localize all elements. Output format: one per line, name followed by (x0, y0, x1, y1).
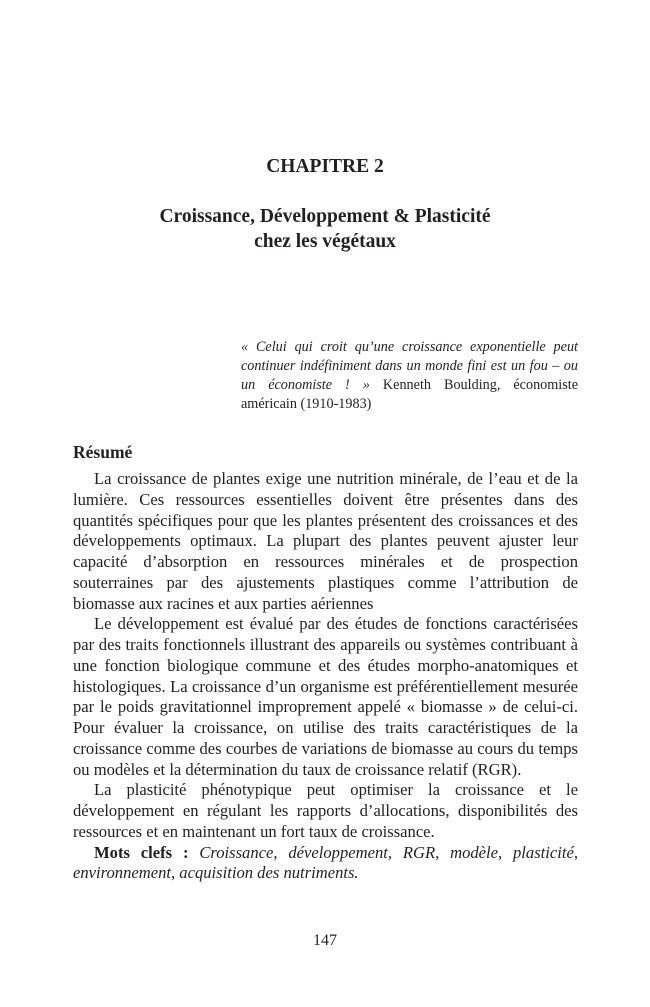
chapter-title (0, 204, 650, 254)
abstract-body (73, 469, 578, 884)
keywords-label: Mots clefs : (94, 842, 189, 862)
epigraph-attribution: Kenneth Boulding, économiste américain (1910-1983) (241, 377, 578, 412)
keywords-list: Croissance, développement, RGR, modèle, plasticité, environnement, acquisition des nutriments. (73, 842, 578, 883)
epigraph-text: « Celui qui croit qu’une croissance exponentielle peut continuer indéfiniment dans un monde fini est un fou – ou un économiste ! » (241, 339, 578, 393)
epigraph (241, 338, 578, 414)
paragraph: La croissance de plantes exige une nutrition minérale, de l’eau et de la lumière. Ces ressources essentielles doivent être présentes dans des quantités spécifiques pour que les plantes présentent des croissances et des développements optimaux. La plupart des plantes peuvent ajuster leur capacité d’absorption en ressources minérales et de prospection souterraines par des ajustements plastiques comme l’attribution de biomasse aux racines et aux parties aériennes (73, 469, 578, 613)
chapter-title-line: chez les végétaux (254, 231, 396, 252)
section-heading: Résumé (73, 442, 133, 462)
paragraph: Le développement est évalué par des études de fonctions caractérisées par des traits fonctionnels illustrant des appareils ou systèmes contribuant à une fonction biologique commune et des études morpho-anatomiques et histologiques. La croissance d’un organisme est préférentiellement mesurée par le poids gravitationnel improprement appelé « biomasse » de celui-ci. Pour évaluer la croissance, on utilise des traits caractéristiques de la croissance comme des courbes de variations de biomasse au cours du temps ou modèles et la détermination du taux de croissance relatif (RGR). (73, 614, 578, 779)
chapter-title-line: Croissance, Développement & Plasticité (159, 206, 491, 227)
chapter-number: CHAPITRE 2 (266, 156, 384, 177)
paragraph: La plasticité phénotypique peut optimiser la croissance et le développement en régulant les rapports d’allocations, disponibilités des ressources et en maintenant un fort taux de croissance. (73, 780, 578, 841)
keywords (73, 843, 578, 885)
page-number: 147 (313, 932, 337, 949)
